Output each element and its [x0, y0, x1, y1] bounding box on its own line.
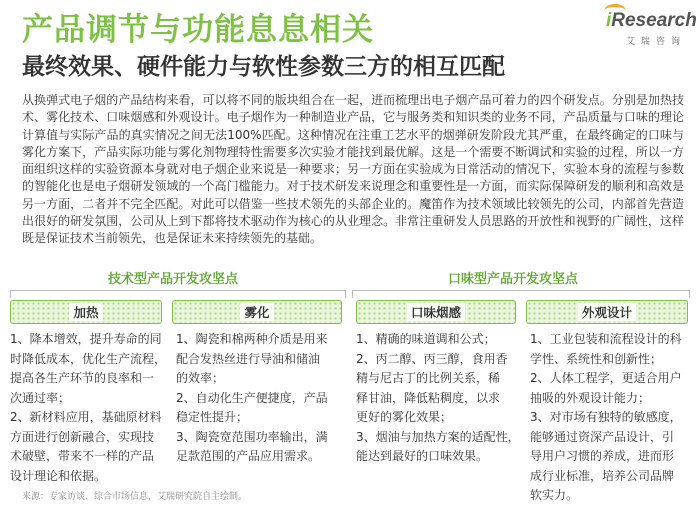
tech-column-heading: 技术型产品开发攻坚点 [108, 272, 239, 287]
page-subtitle: 最终效果、硬件能力与软性参数三方的相互匹配 [22, 54, 505, 80]
atomization-label-chip [172, 300, 342, 324]
heating-line: 提高各生产环节的良率和一 [10, 371, 155, 385]
atomization-line: 的效率； [176, 371, 225, 385]
flavor-line: 更好的雾化效果； [356, 410, 453, 424]
atomization-line: 足款范围的产品应用需求。 [176, 449, 321, 463]
atomization-line: 稳定性提升； [176, 410, 249, 424]
taste-column-heading: 口味型产品开发攻坚点 [448, 272, 579, 287]
flavor-line: 3、烟油与加热方案的适配性， [356, 429, 520, 444]
logo-brand-first: i [606, 10, 612, 31]
appearance-line: 能够通过资深产品设计，引 [530, 429, 675, 444]
heating-line: 设计理论和依据。 [10, 468, 107, 483]
atomization-line: 2、自动化生产便捷度，产品 [176, 390, 328, 405]
page-title: 产品调节与功能息息相关 [22, 12, 374, 48]
atomization-label: 雾化 [240, 303, 273, 321]
appearance-line: 学性、系统性和创新性； [530, 351, 663, 366]
appearance-line: 软实力。 [530, 488, 579, 502]
flavor-line: 1、精确的味道调和公式； [356, 332, 496, 346]
appearance-points [530, 330, 692, 506]
flavor-line: 释甘油，降低粘稠度，以求 [356, 390, 501, 405]
appearance-line: 抽吸的外观设计能力； [530, 390, 651, 405]
appearance-line: 成行业标准，培养公司品牌 [530, 468, 675, 483]
taste-column-divider [352, 290, 690, 291]
intro-paragraph: 从换弹式电子烟的产品结构来看，可以将不同的版块组合在一起，进而梳理出电子烟产品可着力的四个研发点。分别是加热技术、雾化技术、口味烟感和外观设计。电子烟作为一种制造业产品，它与服务类和知识类的业务不同，产品质量与口味的理论计算值与实际产品的真实情况之间无法100%匹配。这种情况在注重工艺水平的烟弹研发阶段尤其严重，在最终确定的口味与雾化方案下，产品实际功能与雾化剂物理特性需要多次实验才能找到最优解。这是一个需要不断调试和实验的过程，所以一方面组织这样的实验资源本身就对电子烟企业来说是一种要求；另一方面在实验成为日常活动的情况下，实验本身的流程与参数的智能化也是电子烟研发领域的一个高门槛能力。对于技术研发来说理念和重要性是一方面，而实际保障研发的顺利和高效是另一方面，二者并不完全匹配。对此可以借鉴一些技术领先的头部企业的。魔笛作为技术领域比较领先的公司，内部首先营造出很好的研发氛围，公司从上到下都将技术驱动作为核心的从业理念。非常注重研发人员思路的开放性和视野的广阔性，这样既是保证技术当前领先，也是保证未来持续领先的基础。 [22, 93, 684, 246]
heating-line: 方面进行创新融合，实现技 [10, 429, 155, 444]
flavor-label: 口味烟感 [407, 303, 465, 321]
logo-brand-rest: Research [611, 10, 697, 31]
atomization-line: 3、陶瓷宽范围功率输出，满 [176, 429, 328, 444]
source-note: 来源：专家访谈、综合市场信息，艾瑞研究院自主绘制。 [22, 492, 248, 502]
appearance-label-chip [526, 300, 688, 324]
heating-line: 2、新材料应用，基础原材料 [10, 410, 162, 424]
heating-line: 时降低成本，优化生产流程， [10, 351, 167, 366]
heating-label: 加热 [69, 303, 102, 321]
heating-points [10, 330, 170, 486]
iresearch-logo [606, 8, 697, 48]
flavor-line: 能达到最好的口味效果。 [356, 449, 489, 463]
atomization-line: 配合发热丝进行导油和储油 [176, 351, 321, 366]
atomization-line: 1、陶瓷和棉两种介质是用来 [176, 332, 328, 346]
appearance-line: 2、人体工程学，更适合用户 [530, 371, 682, 385]
logo-chinese: 艾瑞咨询 [626, 37, 687, 47]
tech-bracket-right [345, 290, 346, 298]
logo-wordmark [606, 10, 697, 32]
flavor-points [356, 330, 526, 467]
flavor-line: 2、丙二醇、丙三醇，食用香 [356, 351, 508, 366]
taste-bracket-right [689, 290, 690, 298]
taste-bracket-left [352, 290, 353, 298]
appearance-line: 导用户习惯的养成，进而形 [530, 449, 675, 463]
appearance-line: 1、工业包装和流程设计的科 [530, 332, 682, 346]
flavor-line: 精与尼古丁的比例关系，稀 [356, 371, 501, 385]
heating-line: 术破壁，带来不一样的产品 [10, 449, 155, 463]
appearance-label: 外观设计 [578, 303, 636, 321]
heating-line: 次通过率； [10, 390, 71, 405]
flavor-label-chip [356, 300, 516, 324]
heating-line: 1、降本增效，提升寿命的同 [10, 332, 162, 346]
tech-column-divider [10, 290, 345, 291]
appearance-line: 3、对市场有独特的敏感度， [530, 410, 682, 424]
heating-label-chip [10, 300, 162, 324]
tech-bracket-left [10, 290, 11, 298]
atomization-points [176, 330, 346, 467]
